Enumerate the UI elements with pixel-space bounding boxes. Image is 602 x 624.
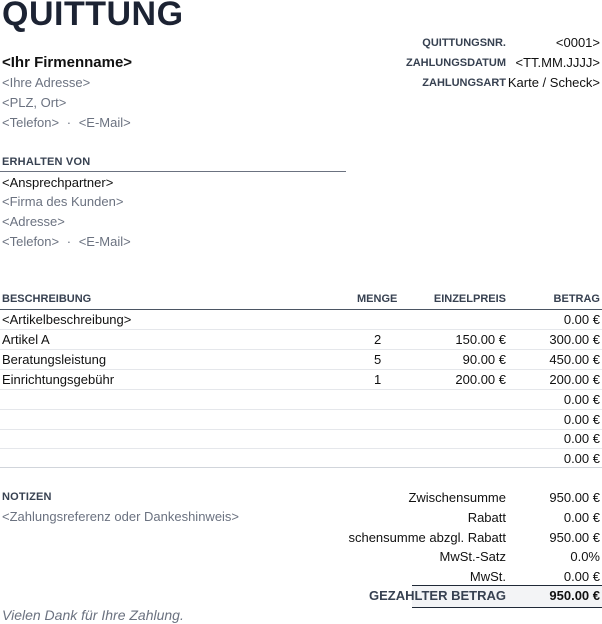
row-unit-price: 90.00 € (462, 352, 506, 367)
row-divider (0, 448, 602, 449)
payment-method-value: Karte / Scheck> (507, 75, 600, 90)
row-amount: 0.00 € (563, 412, 600, 427)
discount-label: Rabatt (467, 510, 506, 525)
tax-rate-value: 0.0% (570, 549, 600, 564)
notes-heading: NOTIZEN (2, 491, 52, 503)
sender-company: <Ihr Firmenname> (2, 54, 133, 71)
row-description: Beratungsleistung (2, 352, 107, 367)
payment-date-label: ZAHLUNGSDATUM (405, 57, 506, 69)
row-description: Einrichtungsgebühr (2, 372, 115, 387)
row-divider (0, 409, 602, 410)
tax-label: MwSt. (469, 569, 506, 584)
row-divider (0, 369, 602, 370)
row-amount: 300.00 € (549, 332, 600, 347)
received-from-heading: ERHALTEN VON (2, 156, 91, 168)
sender-email: <E-Mail> (78, 115, 131, 130)
table-bottom-rule (0, 467, 602, 468)
discount-value: 0.00 € (563, 510, 600, 525)
row-amount: 0.00 € (563, 392, 600, 407)
sender-separator: · (66, 115, 72, 130)
row-amount: 0.00 € (563, 431, 600, 446)
total-label: GEZAHLTER BETRAG (369, 588, 506, 603)
total-value: 950.00 € (549, 588, 600, 603)
customer-company: <Firma des Kunden> (2, 194, 124, 209)
subtotal-value: 950.00 € (549, 490, 600, 505)
page-title: QUITTUNG (2, 0, 184, 33)
customer-contact: <Ansprechpartner> (2, 175, 114, 190)
row-unit-price: 200.00 € (455, 372, 506, 387)
row-unit-price: 150.00 € (455, 332, 506, 347)
row-qty: 1 (374, 372, 382, 387)
sender-phone: <Telefon> (2, 115, 60, 130)
row-amount: 200.00 € (549, 372, 600, 387)
customer-separator: · (66, 234, 72, 249)
row-description: Artikel A (2, 332, 50, 347)
row-divider (0, 349, 602, 350)
row-divider (0, 389, 602, 390)
receipt-number-value: <0001> (555, 35, 600, 50)
sender-address: <Ihre Adresse> (2, 75, 91, 90)
col-header-qty: MENGE (357, 293, 398, 305)
row-qty: 5 (374, 352, 382, 367)
customer-contact-line (2, 234, 131, 249)
row-amount: 0.00 € (563, 451, 600, 466)
row-amount: 0.00 € (563, 312, 600, 327)
customer-phone: <Telefon> (2, 234, 60, 249)
table-header-rule (0, 309, 602, 310)
after-discount-value: 950.00 € (549, 530, 600, 545)
subtotal-label: Zwischensumme (408, 490, 506, 505)
received-from-rule (0, 171, 346, 172)
row-divider (0, 329, 602, 330)
receipt-number-label: QUITTUNGSNR. (422, 37, 506, 49)
row-divider (0, 429, 602, 430)
sender-contact-line (2, 115, 131, 130)
col-header-amount: BETRAG (553, 293, 600, 305)
tax-value: 0.00 € (563, 569, 600, 584)
payment-date-value: <TT.MM.JJJJ> (515, 55, 600, 70)
col-header-description: BESCHREIBUNG (2, 293, 92, 305)
tax-rate-label: MwSt.-Satz (439, 549, 506, 564)
thank-you-note: Vielen Dank für Ihre Zahlung. (2, 607, 184, 623)
row-amount: 450.00 € (549, 352, 600, 367)
row-description: <Artikelbeschreibung> (2, 312, 132, 327)
after-discount-label: schensumme abzgl. Rabatt (348, 530, 506, 545)
payment-method-label: ZAHLUNGSART (422, 77, 506, 89)
customer-address: <Adresse> (2, 214, 65, 229)
notes-text: <Zahlungsreferenz oder Dankeshinweis> (2, 509, 240, 524)
sender-city: <PLZ, Ort> (2, 95, 67, 110)
col-header-unit-price: EINZELPREIS (433, 293, 506, 305)
row-qty: 2 (374, 332, 382, 347)
customer-email: <E-Mail> (78, 234, 131, 249)
